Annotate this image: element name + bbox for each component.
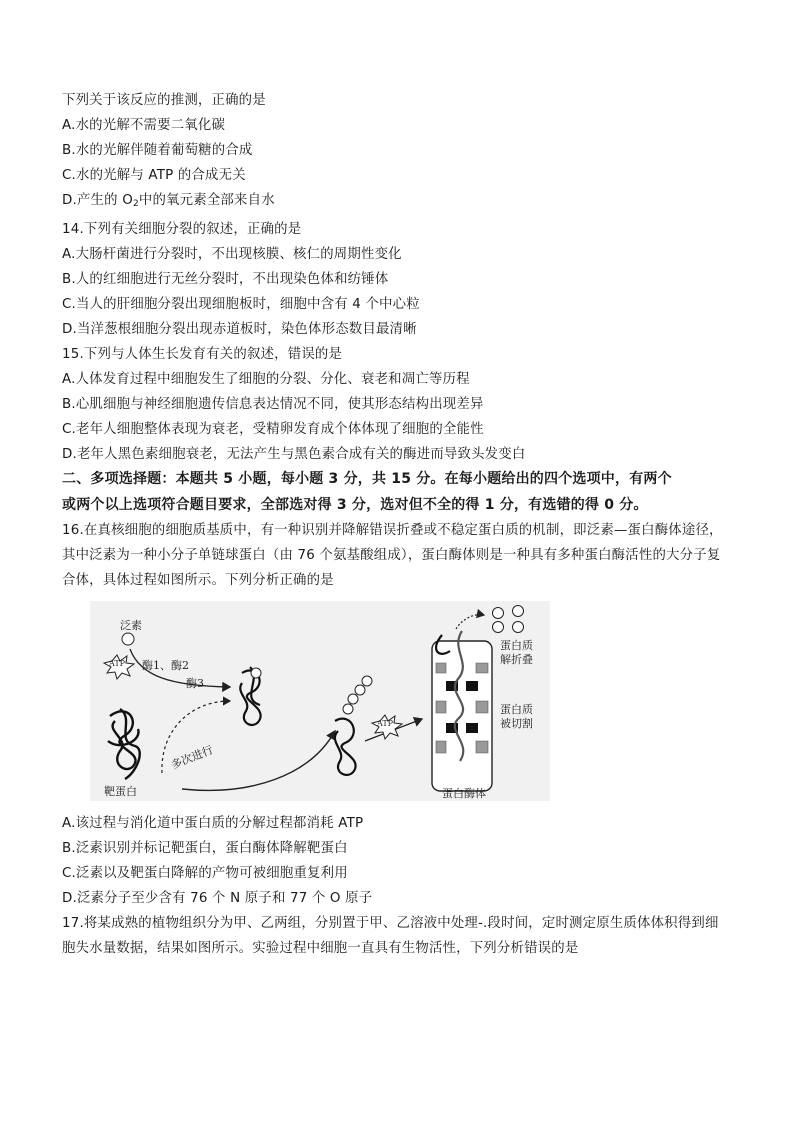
ub-mark-5 [362, 676, 372, 686]
q13-option-a: A.水的光解不需要二氧化碳 [62, 118, 226, 133]
label-atp-1: ATP [109, 659, 126, 668]
label-proteasome: 蛋白酶体 [442, 787, 486, 800]
label-unfold-1: 蛋白质 [500, 639, 533, 652]
q15-option-d: D.老年人黑色素细胞衰老，无法产生与黑色素合成有关的酶进而导致头发变白 [62, 447, 526, 462]
label-unfold-2: 解折叠 [500, 653, 533, 666]
q16-stem-line2: 其中泛素为一种小分子单链球蛋白（由 76 个氨基酸组成），蛋白酶体则是一种具有多种蛋白酶活性的大分子复 [62, 548, 721, 563]
section2-heading-line2: 或两个以上选项符合题目要求，全部选对得 3 分，选对但不全的得 1 分，有选错的得 0 分。 [62, 496, 648, 513]
q14-option-a: A.大肠杆菌进行分裂时，不出现核膜、核仁的周期性变化 [62, 247, 402, 262]
ubiquitin-icon [122, 633, 134, 645]
released-ub-4 [513, 622, 524, 633]
arrow-to-chain [182, 731, 335, 790]
diagram-drawing [90, 601, 550, 801]
label-cut-1: 蛋白质 [500, 703, 533, 716]
q13-option-d-prefix: D.产生的 O [62, 193, 133, 208]
released-ub-3 [493, 622, 504, 633]
ub-mark-2 [343, 704, 353, 714]
q13-stem: 下列关于该反应的推测，正确的是 [62, 93, 266, 108]
ub-mark-1 [251, 668, 261, 678]
q15-stem: 15.下列与人体生长发育有关的叙述，错误的是 [62, 347, 343, 362]
ubiquitin-proteasome-diagram [90, 601, 550, 801]
q16-stem-line1: 16.在真核细胞的细胞质基质中，有一种识别并降解错误折叠或不稳定蛋白质的机制，即泛素—蛋白酶体途径， [62, 523, 723, 538]
ub-mark-4 [355, 685, 365, 695]
target-protein-tangle [108, 709, 140, 779]
q16-option-b: B.泛素识别并标记靶蛋白，蛋白酶体降解靶蛋白 [62, 841, 348, 856]
label-ubiquitin: 泛素 [120, 619, 142, 632]
q14-option-d: D.当洋葱根细胞分裂出现赤道板时，染色体形态数目最清晰 [62, 322, 417, 337]
q17-stem-line1: 17.将某成熟的植物组织分为甲、乙两组，分别置于甲、乙溶液中处理-.段时间，定时测定原生质体体积得到细 [62, 916, 719, 931]
q16-option-c: C.泛素以及靶蛋白降解的产物可被细胞重复利用 [62, 866, 348, 881]
q14-option-c: C.当人的肝细胞分裂出现细胞板时，细胞中含有 4 个中心粒 [62, 297, 420, 312]
label-enzyme3: 酶3 [186, 677, 204, 690]
q15-option-b: B.心肌细胞与神经细胞遗传信息表达情况不同，使其形态结构出现差异 [62, 397, 484, 412]
q16-option-d: D.泛素分子至少含有 76 个 N 原子和 77 个 O 原子 [62, 891, 373, 906]
exam-page [62, 88, 742, 961]
ub-mark-3 [348, 694, 358, 704]
release-arrow [456, 615, 484, 629]
q13-option-c: C.水的光解与 ATP 的合成无关 [62, 168, 246, 183]
section2-heading-line1: 二、多项选择题：本题共 5 小题，每小题 3 分，共 15 分。在每小题给出的四个选项中，有两个 [62, 471, 672, 487]
released-ub-2 [513, 606, 524, 617]
label-repeat: 多次进行 [169, 743, 216, 772]
label-enzyme12: 酶1、酶2 [142, 659, 189, 672]
q13-option-d-subscript: 2 [132, 199, 139, 209]
released-ub-1 [493, 608, 504, 619]
q16-option-a: A.该过程与消化道中蛋白质的分解过程都消耗 ATP [62, 816, 364, 831]
label-cut-2: 被切割 [500, 717, 533, 730]
right-protein-tangle [335, 719, 356, 775]
q16-stem-line3: 合体，具体过程如图所示。下列分析正确的是 [62, 573, 334, 588]
q15-option-a: A.人体发育过程中细胞发生了细胞的分裂、分化、衰老和凋亡等历程 [62, 372, 470, 387]
label-target-protein: 靶蛋白 [104, 785, 137, 798]
q15-option-c: C.老年人细胞整体表现为衰老，受精卵发育成个体体现了细胞的全能性 [62, 422, 484, 437]
q14-option-b: B.人的红细胞进行无丝分裂时，不出现染色体和纺锤体 [62, 272, 389, 287]
q13-option-d [62, 188, 742, 217]
q14-stem: 14.下列有关细胞分裂的叙述，正确的是 [62, 222, 302, 237]
q13-option-d-suffix: 中的氧元素全部来自水 [138, 193, 275, 208]
q13-option-b: B.水的光解伴随着葡萄糖的合成 [62, 143, 253, 158]
label-atp-2: ATP [377, 719, 394, 728]
q17-stem-line2: 胞失水量数据，结果如图所示。实验过程中细胞一直具有生物活性，下列分析错误的是 [62, 941, 579, 956]
